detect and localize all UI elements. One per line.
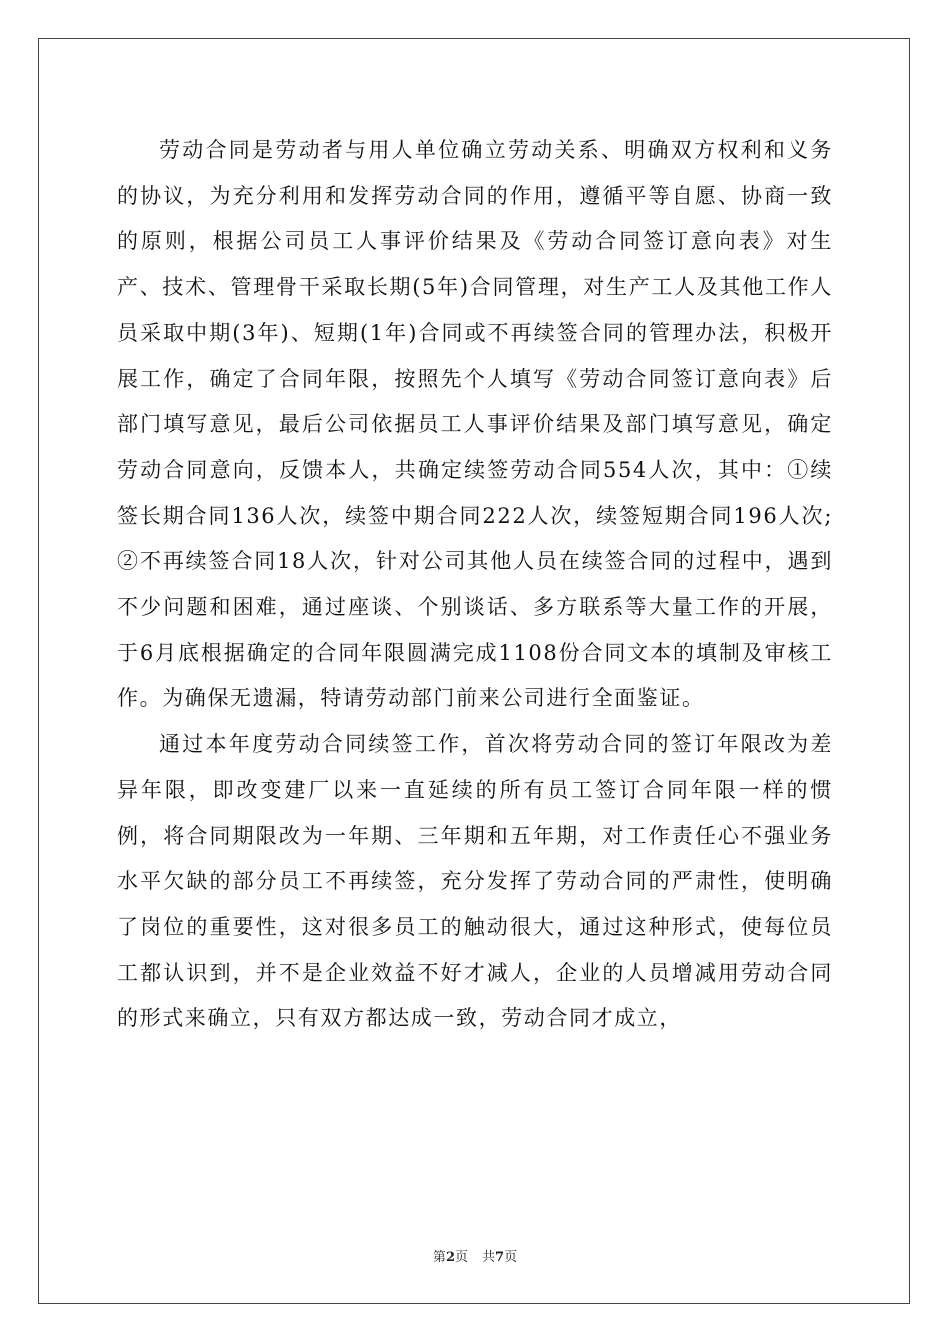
total-pages-number: 7 — [495, 1250, 505, 1265]
page-footer — [0, 1246, 950, 1265]
page-suffix: 页 — [454, 1250, 468, 1265]
total-prefix: 共 — [482, 1250, 496, 1265]
current-page-number: 2 — [445, 1250, 455, 1265]
total-suffix: 页 — [504, 1250, 518, 1265]
paragraph-1: 劳动合同是劳动者与用人单位确立劳动关系、明确双方权利和义务的协议，为充分利用和发挥劳动合同的作用，遵循平等自愿、协商一致的原则，根据公司员工人事评价结果及《劳动合同签订意向表》对生产、技术、管理骨干采取长期(5年)合同管理，对生产工人及其他工作人员采取中期(3年)、短期(1年)合同或不再续签合同的管理办法，积极开展工作，确定了合同年限，按照先个人填写《劳动合同签订意向表》后部门填写意见，最后公司依据员工人事评价结果及部门填写意见，确定劳动合同意向，反馈本人，共确定续签劳动合同554人次，其中：①续签长期合同136人次，续签中期合同222人次，续签短期合同196人次;②不再续签合同18人次，针对公司其他人员在续签合同的过程中，遇到不少问题和困难，通过座谈、个别谈话、多方联系等大量工作的开展，于6月底根据确定的合同年限圆满完成1108份合同文本的填制及审核工作。为确保无遗漏，特请劳动部门前来公司进行全面鉴证。 — [117, 138, 833, 711]
document-body — [117, 128, 833, 1042]
page-prefix: 第 — [432, 1250, 446, 1265]
paragraph-2: 通过本年度劳动合同续签工作，首次将劳动合同的签订年限改为差异年限，即改变建厂以来一直延续的所有员工签订合同年限一样的惯例，将合同期限改为一年期、三年期和五年期，对工作责任心不强业务水平欠缺的部分员工不再续签，充分发挥了劳动合同的严肃性，使明确了岗位的重要性，这对很多员工的触动很大，通过这种形式，使每位员工都认识到，并不是企业效益不好才减人，企业的人员增减用劳动合同的形式来确立，只有双方都达成一致，劳动合同才成立， — [117, 732, 833, 1031]
